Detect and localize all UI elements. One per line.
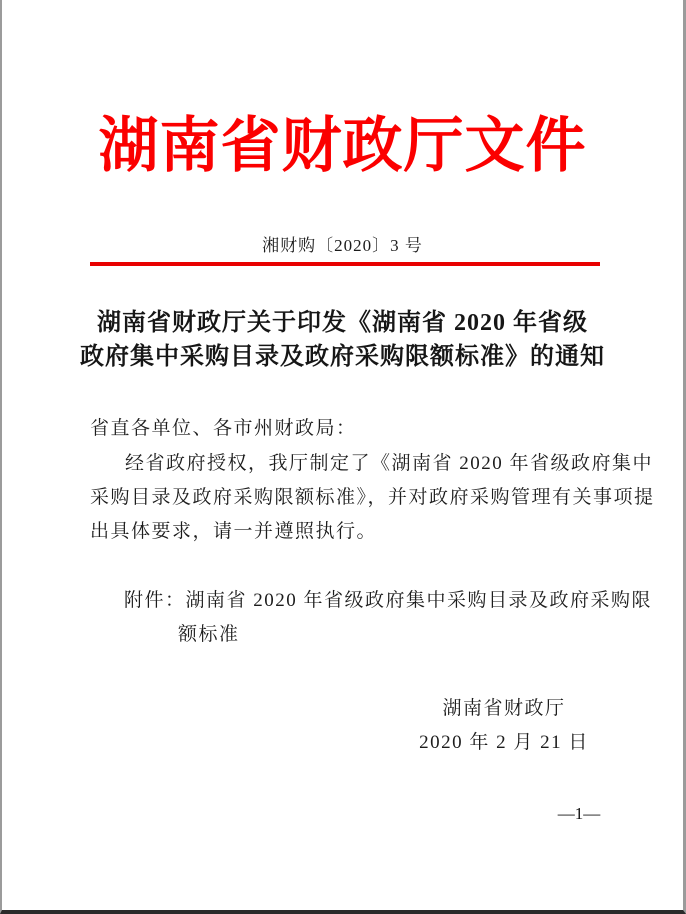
attachment-line-2: 额标准 bbox=[178, 624, 240, 645]
signature-block bbox=[404, 692, 604, 760]
salutation: 省直各单位、各市州财政局： bbox=[90, 418, 357, 439]
notice-title bbox=[2, 306, 683, 374]
body-paragraph-line-1: 经省政府授权，我厅制定了《湖南省 2020 年省级政府集中 bbox=[125, 453, 654, 474]
document-number: 湘财购〔2020〕3 号 bbox=[262, 236, 423, 255]
letterhead-title: 湖南省财政厅文件 bbox=[98, 113, 587, 179]
body-paragraph-line-3: 出具体要求，请一并遵照执行。 bbox=[90, 521, 378, 542]
notice-title-line-1: 湖南省财政厅关于印发《湖南省 2020 年省级 bbox=[97, 310, 588, 336]
page-number: —1— bbox=[557, 804, 601, 823]
notice-title-line-2: 政府集中采购目录及政府采购限额标准》的通知 bbox=[80, 344, 605, 370]
issue-date: 2020 年 2 月 21 日 bbox=[419, 732, 589, 753]
body-paragraph-line-2: 采购目录及政府采购限额标准》，并对政府采购管理有关事项提 bbox=[90, 487, 655, 508]
attachment-line-1: 附件：湖南省 2020 年省级政府集中采购目录及政府采购限 bbox=[124, 590, 653, 611]
red-divider-line bbox=[90, 262, 600, 266]
issuer-name: 湖南省财政厅 bbox=[442, 698, 566, 719]
